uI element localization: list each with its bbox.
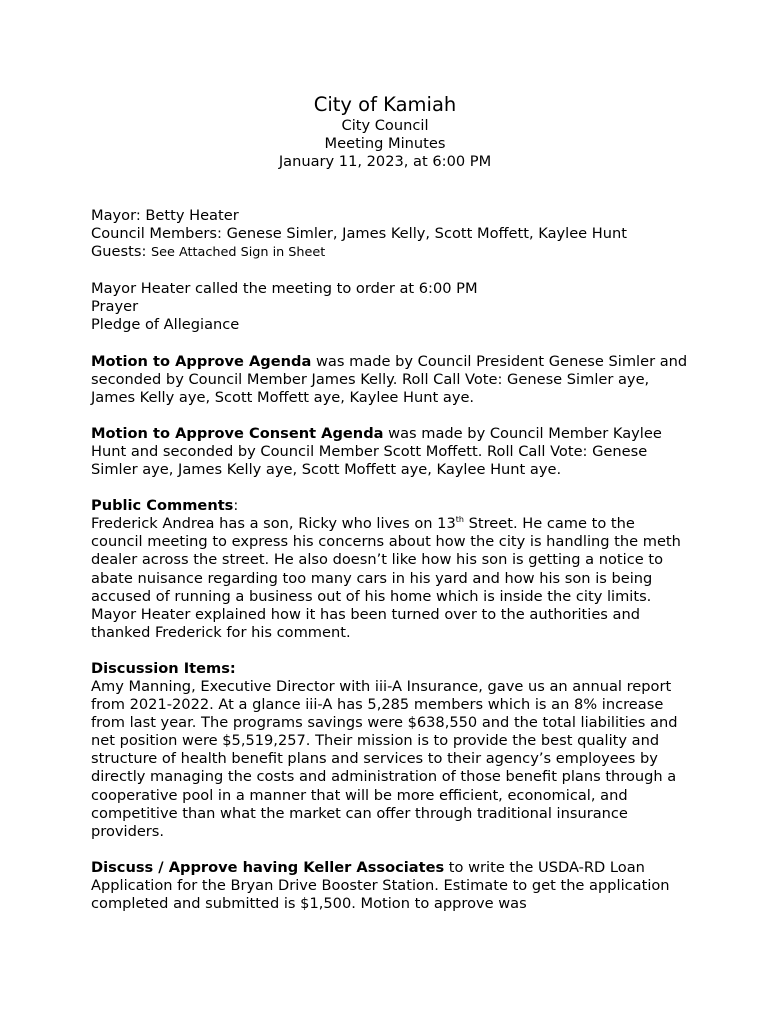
guests-value: See Attached Sign in Sheet (151, 245, 326, 261)
document-subtitle: City Council (341, 117, 429, 134)
council-members-line: Council Members: Genese Simler, James Kelly, Scott Moffett, Kaylee Hunt (91, 225, 627, 243)
pledge: Pledge of Allegiance (91, 316, 240, 334)
document-type: Meeting Minutes (324, 135, 446, 153)
document-body (91, 207, 691, 913)
motion-approve-agenda (91, 353, 691, 407)
call-to-order: Mayor Heater called the meeting to order at 6:00 PM (91, 280, 478, 298)
discussion-items-heading: Discussion Items: (91, 659, 236, 677)
guests-label: Guests: (91, 243, 147, 261)
motion-consent-agenda (91, 425, 691, 479)
guests-line (91, 243, 691, 262)
meeting-date: January 11, 2023, at 6:00 PM (278, 153, 492, 171)
motion-agenda-text: was made by Council President Genese Simler and seconded by Council Member James Kelly. Roll Call Vote: Genese Simler aye, James Kelly aye, Scott Moffett aye, Kaylee Hunt aye. (91, 352, 688, 406)
mayor-line: Mayor: Betty Heater (91, 207, 239, 224)
discussion-iiia-report: Amy Manning, Executive Director with iii-A Insurance, gave us an annual report from 2021-2022. At a glance iii-A has 5,285 members which is an 8% increase from last year. The programs savings were $638,550 and the total liabilities and net position were $5,519,257. Their mission is to provide the best quality and structure of health benefit plans and services to their agency’s employees by directly managing the costs and administration of those benefit plans through a cooperative pool in a manner that will be more efficient, economical, and competitive than what the market can offer through traditional insurance providers. (91, 677, 678, 840)
ordinal-suffix: th (455, 515, 464, 525)
motion-consent-heading: Motion to Approve Consent Agenda (91, 424, 384, 442)
motion-agenda-heading: Motion to Approve Agenda (91, 352, 312, 370)
keller-heading: Discuss / Approve having Keller Associates (91, 858, 445, 876)
keller-text: to write the USDA-RD Loan Application for the Bryan Drive Booster Station. Estimate to get the application completed and submitted is $1,500. Motion to approve was (91, 858, 670, 912)
public-comment-mayor-response: Mayor Heater explained how it has been turned over to the authorities and thanked Frederick for his comment. (91, 605, 640, 641)
keller-associates-item (91, 859, 691, 913)
prayer: Prayer (91, 298, 139, 316)
public-comments-heading: Public Comments: (91, 497, 239, 515)
document-title: City of Kamiah (313, 93, 457, 116)
document-header (0, 93, 770, 171)
public-comment-frederick: Frederick Andrea has a son, Ricky who lives on 13th Street. He came to the council meeting to express his concerns about how the city is handling the meth dealer across the street. He also doesn’t like how his son is getting a notice to abate nuisance regarding too many cars in his yard and how his son is being accused of running a business out of his home which is inside the city limits. (91, 515, 681, 605)
motion-consent-text: was made by Council Member Kaylee Hunt and seconded by Council Member Scott Moffett. Roll Call Vote: Genese Simler aye, James Kelly aye, Scott Moffett aye, Kaylee Hunt aye. (91, 424, 662, 479)
